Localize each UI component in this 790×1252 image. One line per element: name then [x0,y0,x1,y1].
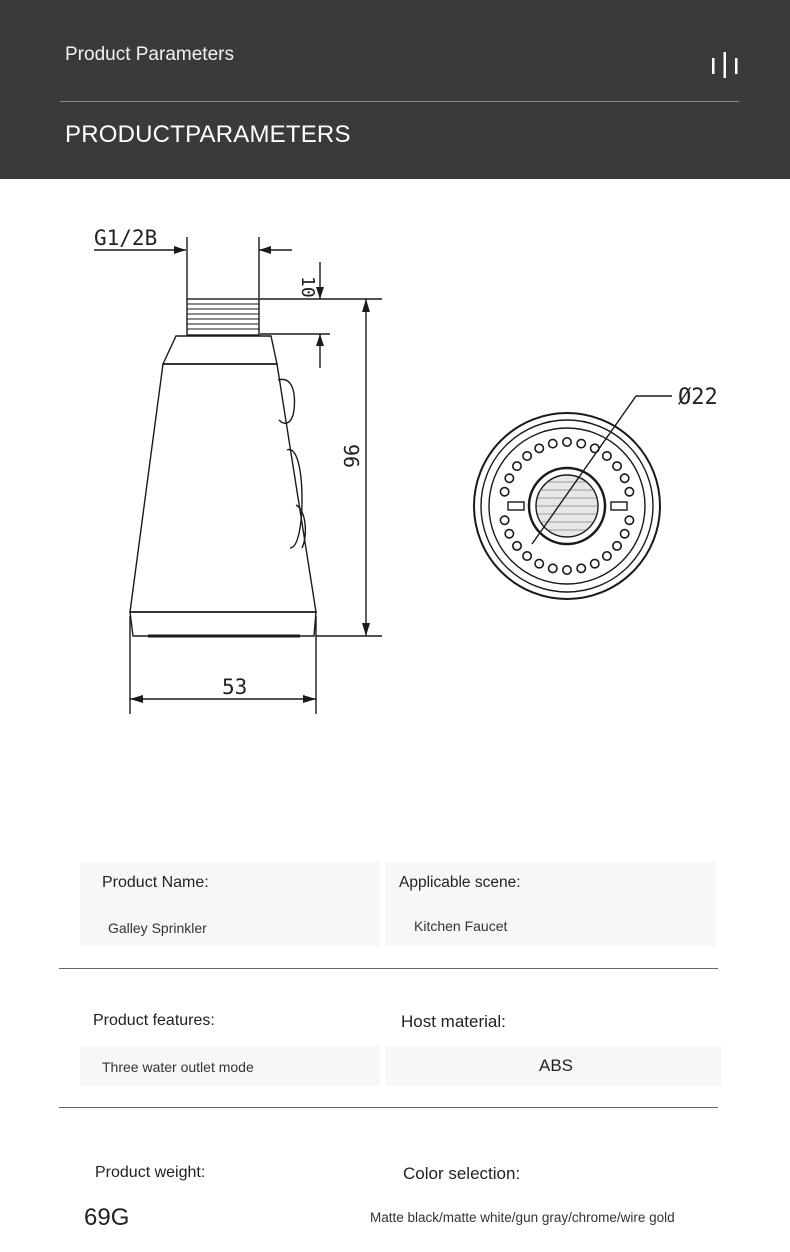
nozzle-hole [500,516,508,524]
spec-value-material: ABS [539,1056,574,1075]
spec-value-weight: 69G [84,1204,130,1231]
spec-divider [59,968,718,969]
nozzle-hole [613,542,621,550]
nozzle-hole [563,566,571,574]
technical-drawing [0,179,790,739]
nozzle-hole [613,462,621,470]
nozzle-hole [577,439,585,447]
sprayer-body [130,364,316,612]
thread-label: G1/2B [94,226,158,250]
nozzle-hole [591,559,599,567]
nozzle-hole [549,564,557,572]
dim-diameter-label: Ø22 [678,385,718,410]
spec-label-features: Product features: [93,1012,215,1029]
dim-height-label: 96 [339,444,363,469]
nozzle-hole [535,559,543,567]
spec-divider [59,1107,718,1108]
spec-value-color: Matte black/matte white/gun gray/chrome/wire gold [370,1210,675,1225]
spec-value-product-name: Galley Sprinkler [108,920,207,936]
nozzle-hole [563,438,571,446]
spray-face-view [474,396,672,599]
dim-width-label: 53 [222,675,248,699]
header-divider [60,101,739,102]
spec-label-product-name: Product Name: [102,874,209,891]
nozzle-hole [513,542,521,550]
page-title: PRODUCTPARAMETERS [65,121,351,148]
nozzle-hole [603,452,611,460]
spec-label-scene: Applicable scene: [399,874,521,891]
header-subtitle: Product Parameters [65,44,234,65]
spec-label-material: Host material: [401,1012,506,1031]
spec-value-features: Three water outlet mode [102,1059,254,1075]
nozzle-hole [523,452,531,460]
sprayer-neck [163,336,277,364]
button-side [287,450,302,548]
nozzle-hole [620,474,628,482]
nozzle-hole [549,439,557,447]
header-banner [0,0,790,179]
nozzle-hole [500,488,508,496]
dim-top-label: 10 [297,276,318,298]
nozzle-hole [577,564,585,572]
bars-icon[interactable] [710,52,740,83]
spec-label-color: Color selection: [403,1164,521,1183]
nozzle-hole [591,444,599,452]
nozzle-hole [505,474,513,482]
nozzle-hole [625,488,633,496]
nozzle-hole [620,530,628,538]
nozzle-hole [505,530,513,538]
nozzle-hole [535,444,543,452]
nozzle-hole [625,516,633,524]
spec-value-scene: Kitchen Faucet [414,918,508,934]
nozzle-hole [603,552,611,560]
spec-label-weight: Product weight: [95,1164,206,1181]
nozzle-hole [513,462,521,470]
nozzle-hole [523,552,531,560]
